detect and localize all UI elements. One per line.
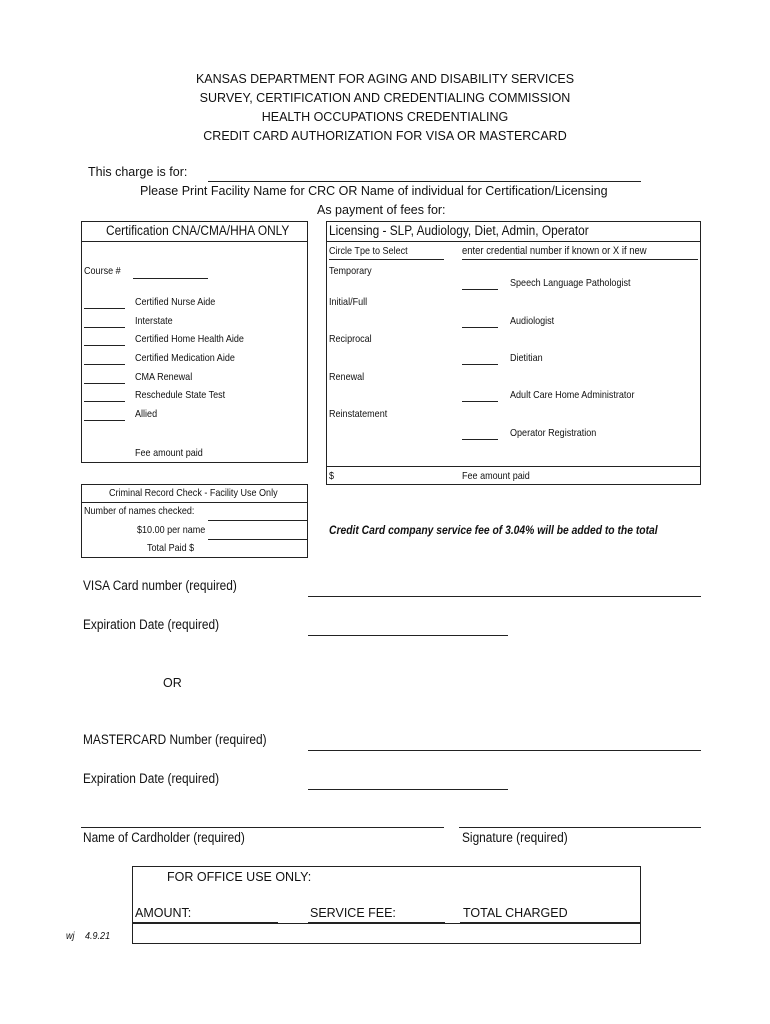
mc-label: MASTERCARD Number (required) [83, 732, 267, 747]
cert-item: Interstate [135, 315, 173, 327]
cert-blank-2[interactable] [84, 327, 125, 328]
profession-blank-2[interactable] [462, 327, 498, 328]
header-line-4: CREDIT CARD AUTHORIZATION FOR VISA OR MASTERCARD [203, 129, 567, 143]
office-divider [132, 923, 641, 924]
cert-item: Certified Nurse Aide [135, 296, 216, 308]
or-text: OR [163, 676, 182, 690]
crc-per-name: $10.00 per name [137, 524, 206, 536]
profession-item: Operator Registration [510, 427, 597, 439]
header-line-2: SURVEY, CERTIFICATION AND CREDENTIALING COMMISSION [199, 91, 571, 105]
charge-label: This charge is for: [88, 165, 188, 179]
signature-field[interactable] [459, 827, 701, 828]
header-line-1: KANSAS DEPARTMENT FOR AGING AND DISABILITY SERVICES [195, 72, 575, 86]
office-service-fee-label: SERVICE FEE: [310, 906, 396, 920]
office-amount-label: AMOUNT: [135, 906, 192, 920]
header-line-3: HEALTH OCCUPATIONS CREDENTIALING [261, 110, 509, 124]
cert-item: Reschedule State Test [135, 389, 226, 401]
mc-exp-field[interactable] [308, 789, 508, 790]
cert-item: Certified Home Health Aide [135, 333, 244, 345]
licensing-fee-label: Fee amount paid [462, 470, 530, 482]
cert-blank-7[interactable] [84, 420, 125, 421]
course-label: Course # [84, 265, 121, 277]
office-amount-field[interactable] [132, 922, 278, 923]
signature-label: Signature (required) [462, 830, 568, 845]
dollar-sign: $ [329, 470, 335, 482]
crc-title: Criminal Record Check - Facility Use Only [109, 487, 278, 499]
cert-blank-1[interactable] [84, 308, 125, 309]
service-fee-note: Credit Card company service fee of 3.04% will be added to the total [329, 523, 658, 537]
cert-blank-5[interactable] [84, 383, 125, 384]
profession-item: Dietitian [510, 352, 543, 364]
type-option[interactable]: Renewal [329, 371, 365, 383]
mc-exp-label: Expiration Date (required) [83, 771, 220, 786]
circle-label: Circle Tpe to Select [329, 245, 408, 257]
payment-note: As payment of fees for: [317, 203, 446, 217]
profession-blank-5[interactable] [462, 439, 498, 440]
visa-label: VISA Card number (required) [83, 578, 237, 593]
visa-exp-label: Expiration Date (required) [83, 617, 220, 632]
crc-names-label: Number of names checked: [84, 505, 195, 517]
profession-item: Adult Care Home Administrator [510, 389, 635, 401]
profession-item: Speech Language Pathologist [510, 277, 631, 289]
crc-divider [81, 502, 308, 503]
certification-divider [81, 241, 308, 242]
crc-names-field[interactable] [208, 520, 308, 521]
type-option[interactable]: Temporary [329, 265, 372, 277]
footer-initials: wj [66, 930, 75, 942]
footer-version: 4.9.21 [85, 930, 111, 942]
cert-item: Certified Medication Aide [135, 352, 235, 364]
profession-blank-3[interactable] [462, 364, 498, 365]
type-option[interactable]: Initial/Full [329, 296, 368, 308]
office-total-label: TOTAL CHARGED [463, 906, 568, 920]
cert-fee-label: Fee amount paid [135, 447, 203, 459]
cert-blank-3[interactable] [84, 345, 125, 346]
licensing-fee-divider [326, 466, 701, 467]
office-total-field[interactable] [460, 922, 641, 923]
profession-blank-1[interactable] [462, 289, 498, 290]
cert-blank-4[interactable] [84, 364, 125, 365]
type-option[interactable]: Reciprocal [329, 333, 372, 345]
certification-title: Certification CNA/CMA/HHA ONLY [106, 223, 290, 238]
cert-item: CMA Renewal [135, 371, 193, 383]
visa-number-field[interactable] [308, 596, 701, 597]
course-field[interactable] [133, 278, 208, 279]
office-title: FOR OFFICE USE ONLY: [167, 870, 312, 884]
cert-blank-6[interactable] [84, 401, 125, 402]
crc-per-name-field[interactable] [208, 539, 308, 540]
print-note: Please Print Facility Name for CRC OR Name of individual for Certification/Licensing [140, 184, 608, 198]
crc-total-label: Total Paid $ [147, 542, 195, 554]
profession-item: Audiologist [510, 315, 555, 327]
mc-number-field[interactable] [308, 750, 701, 751]
licensing-title: Licensing - SLP, Audiology, Diet, Admin, Operator [329, 223, 589, 238]
charge-field[interactable] [208, 181, 641, 182]
credential-label: enter credential number if known or X if new [462, 245, 647, 257]
type-option[interactable]: Reinstatement [329, 408, 388, 420]
cert-item: Allied [135, 408, 158, 420]
cardholder-field[interactable] [81, 827, 444, 828]
circle-underline [329, 259, 444, 260]
credential-underline [462, 259, 698, 260]
cardholder-label: Name of Cardholder (required) [83, 830, 245, 845]
visa-exp-field[interactable] [308, 635, 508, 636]
office-service-fee-field[interactable] [308, 922, 445, 923]
profession-blank-4[interactable] [462, 401, 498, 402]
licensing-divider [326, 241, 701, 242]
